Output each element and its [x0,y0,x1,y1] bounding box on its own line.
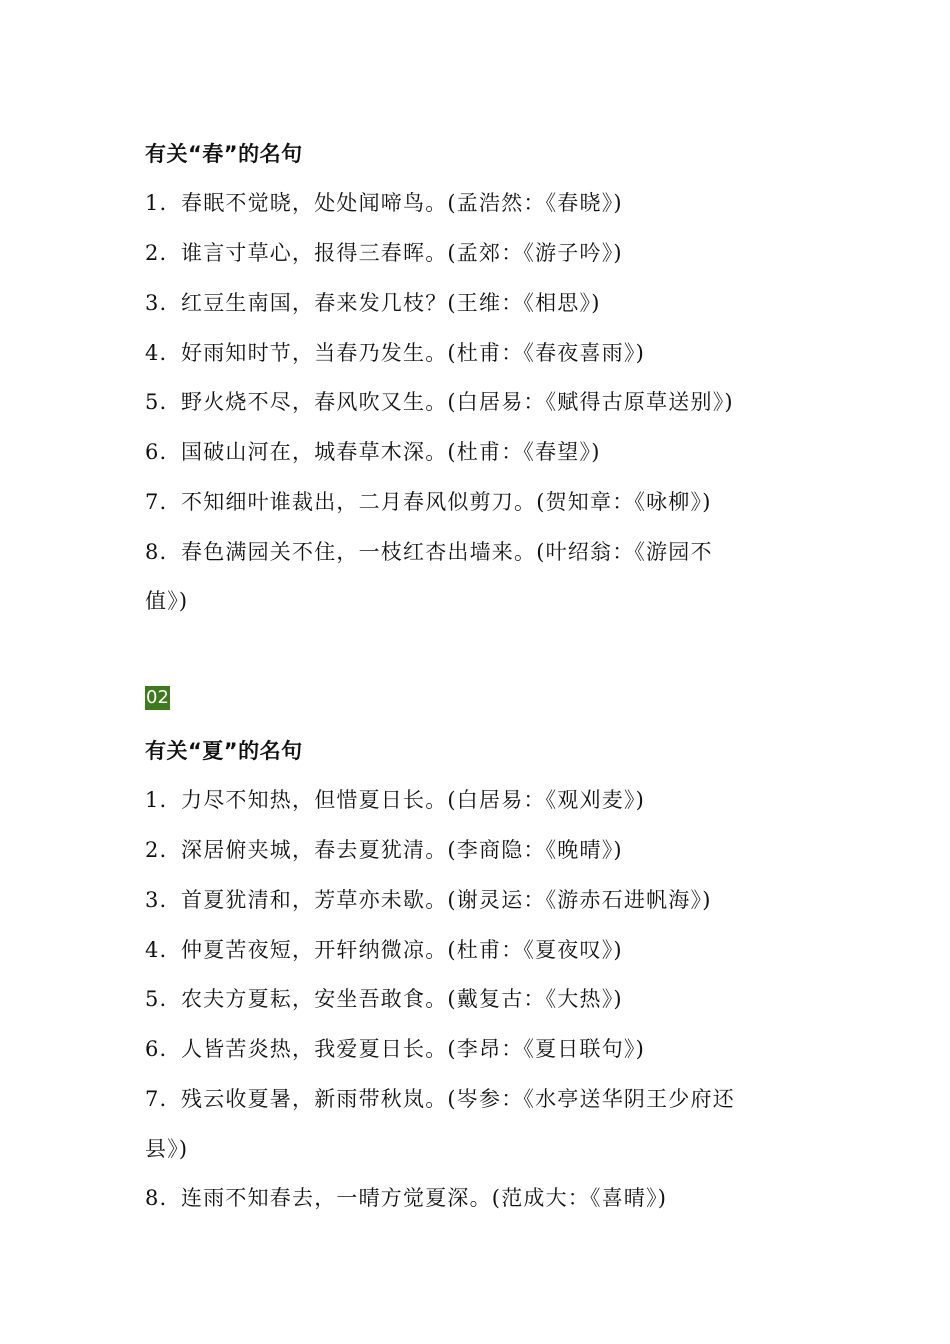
list-item [145,983,623,1013]
list-item [145,287,601,317]
list-item [145,784,645,814]
list-item [145,237,623,267]
item-text: 谁言寸草心，报得三春晖。(孟郊：《游子吟》) [181,241,623,265]
list-item [145,1182,667,1212]
section-heading-spring: 有关“春”的名句 [145,142,303,166]
item-text: 不知细叶谁裁出，二月春风似剪刀。(贺知章：《咏柳》) [181,490,712,514]
section-number-badge: 02 [146,687,169,708]
item-text: 农夫方夏耘，安坐吾敢食。(戴复古：《大热》) [181,987,623,1011]
list-item-continuation: 值》) [145,589,189,613]
item-number: 2. [145,241,168,265]
item-number: 3. [145,888,168,912]
item-number: 2. [145,838,168,862]
list-item [145,386,734,416]
item-text: 国破山河在，城春草木深。(杜甫：《春望》) [181,440,601,464]
item-text: 春眠不觉晓，处处闻啼鸟。(孟浩然：《春晓》) [181,191,623,215]
list-item [145,1033,645,1063]
item-text: 连雨不知春去，一晴方觉夏深。(范成大：《喜晴》) [181,1186,668,1210]
item-number: 6. [145,440,168,464]
list-item [145,934,623,964]
list-item [145,834,623,864]
item-text: 好雨知时节，当春乃发生。(杜甫：《春夜喜雨》) [181,341,645,365]
list-item [145,436,601,466]
item-number: 4. [145,341,168,365]
list-item [145,486,712,516]
section-heading-summer: 有关“夏”的名句 [145,739,303,763]
item-number: 6. [145,1037,168,1061]
list-item [145,884,712,914]
list-item [145,1083,735,1113]
item-number: 1. [145,191,168,215]
item-number: 1. [145,788,168,812]
item-text: 残云收夏暑，新雨带秋岚。(岑参：《水亭送华阴王少府还 [181,1087,735,1111]
item-number: 4. [145,938,168,962]
item-number: 8. [145,540,168,564]
item-number: 5. [145,987,168,1011]
list-item [145,536,713,566]
item-text: 人皆苦炎热，我爱夏日长。(李昂：《夏日联句》) [181,1037,645,1061]
list-item [145,187,623,217]
item-number: 5. [145,390,168,414]
list-item [145,337,645,367]
list-item-continuation: 县》) [145,1137,189,1161]
item-text: 春色满园关不住，一枝红杏出墙来。(叶绍翁：《游园不 [181,540,713,564]
item-text: 力尽不知热，但惜夏日长。(白居易：《观刈麦》) [181,788,645,812]
item-number: 3. [145,291,168,315]
item-number: 7. [145,1087,168,1111]
item-text: 野火烧不尽，春风吹又生。(白居易：《赋得古原草送别》) [181,390,734,414]
item-text: 红豆生南国，春来发几枝？(王维：《相思》) [181,291,601,315]
item-text: 首夏犹清和，芳草亦未歇。(谢灵运：《游赤石进帆海》) [181,888,712,912]
item-number: 8. [145,1186,168,1210]
item-number: 7. [145,490,168,514]
item-text: 深居俯夹城，春去夏犹清。(李商隐：《晚晴》) [181,838,623,862]
item-text: 仲夏苦夜短，开轩纳微凉。(杜甫：《夏夜叹》) [181,938,623,962]
